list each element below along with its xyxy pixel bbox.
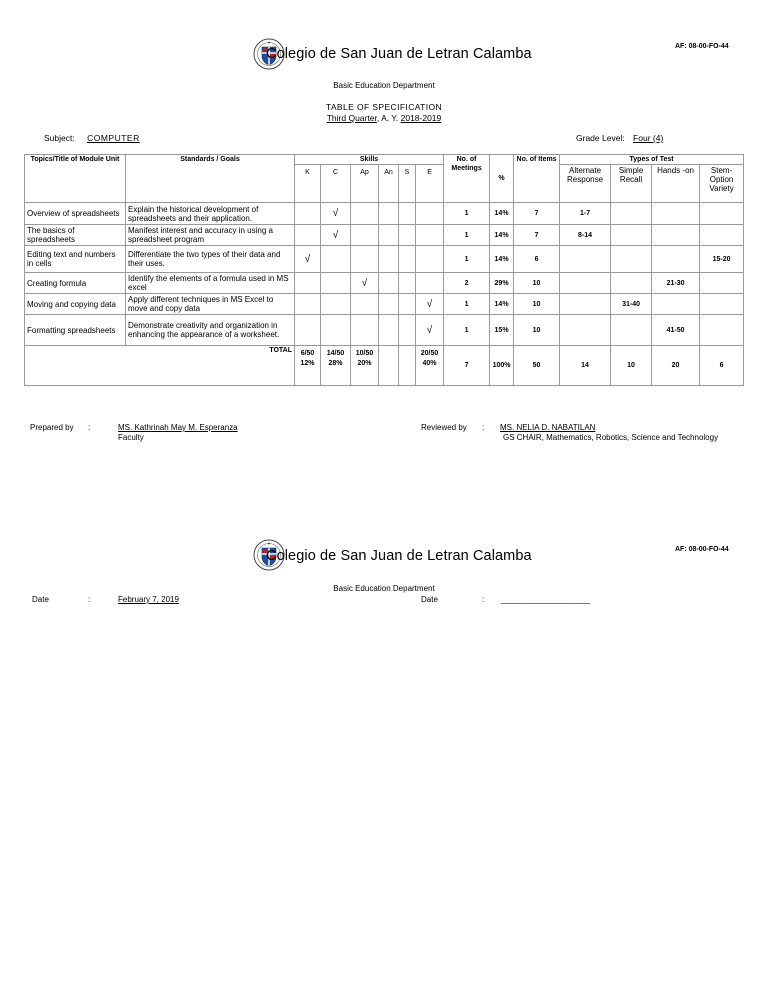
prepared-by-role: Faculty — [118, 433, 144, 442]
test-range-cell — [560, 273, 611, 294]
standard-cell: Apply different techniques in MS Excel to move and copy data — [126, 294, 295, 315]
test-range-cell — [611, 203, 652, 225]
skill-header-k: K — [295, 165, 321, 203]
date-label-2: Date — [421, 595, 438, 604]
items-cell: 7 — [514, 203, 560, 225]
skill-cell — [399, 273, 416, 294]
test-range-cell — [700, 294, 744, 315]
skill-cell — [351, 294, 379, 315]
skill-cell — [295, 203, 321, 225]
table-row — [25, 203, 744, 225]
total-type-count: 10 — [611, 346, 652, 386]
meetings-cell: 1 — [444, 225, 490, 246]
topic-cell: Overview of spreadsheets — [25, 203, 126, 225]
total-skill-percent: 28% — [328, 360, 343, 367]
percent-header: % — [490, 155, 514, 203]
total-skill-count: 14/50 — [326, 350, 345, 357]
table-row — [25, 294, 744, 315]
skill-cell — [379, 315, 399, 346]
standard-cell: Manifest interest and accuracy in using a spreadsheet program — [126, 225, 295, 246]
total-skill-cell — [321, 346, 351, 386]
items-cell: 10 — [514, 294, 560, 315]
topic-cell: Creating formula — [25, 273, 126, 294]
subject-label: Subject: — [44, 133, 75, 143]
form-code: AF: 08-00-FO-44 — [675, 43, 729, 50]
types-of-test-header: Types of Test — [560, 155, 744, 165]
skill-cell — [351, 225, 379, 246]
skill-cell — [399, 246, 416, 273]
subject-value: COMPUTER — [87, 133, 140, 143]
items-cell: 10 — [514, 315, 560, 346]
check-mark-icon: √ — [416, 315, 444, 346]
skill-cell — [295, 225, 321, 246]
skill-header-e: E — [416, 165, 444, 203]
items-cell: 7 — [514, 225, 560, 246]
skill-cell — [379, 273, 399, 294]
test-range-cell: 1-7 — [560, 203, 611, 225]
meetings-header: No. of Meetings — [444, 155, 490, 203]
skill-cell — [379, 203, 399, 225]
skill-cell — [379, 225, 399, 246]
test-range-cell — [652, 203, 700, 225]
skill-cell — [351, 246, 379, 273]
check-mark-icon: √ — [321, 203, 351, 225]
reviewed-by-role: GS CHAIR, Mathematics, Robotics, Science and Technology — [503, 433, 719, 442]
test-range-cell: 31-40 — [611, 294, 652, 315]
skill-cell — [321, 294, 351, 315]
table-row — [25, 225, 744, 246]
test-range-cell: 15-20 — [700, 246, 744, 273]
percent-cell: 14% — [490, 294, 514, 315]
skill-cell — [321, 315, 351, 346]
items-cell: 10 — [514, 273, 560, 294]
meetings-cell: 1 — [444, 294, 490, 315]
meetings-cell: 1 — [444, 203, 490, 225]
date-colon: : — [88, 595, 91, 604]
total-skill-count: 20/50 — [420, 350, 439, 357]
skill-header-an: An — [379, 165, 399, 203]
test-range-cell — [700, 203, 744, 225]
test-range-cell — [652, 294, 700, 315]
standard-cell: Identify the elements of a formula used in MS excel — [126, 273, 295, 294]
skill-header-s: S — [399, 165, 416, 203]
check-mark-icon: √ — [351, 273, 379, 294]
skill-cell — [295, 315, 321, 346]
percent-cell: 29% — [490, 273, 514, 294]
total-skill-percent: 12% — [300, 360, 315, 367]
quarter: Third Quarter — [326, 113, 377, 123]
date-value: February 7, 2019 — [118, 595, 179, 604]
reviewed-by-name: MS. NELIA D. NABATILAN — [500, 423, 596, 432]
test-type-header: Stem-Option Variety — [700, 165, 744, 203]
test-type-header: Hands -on — [652, 165, 700, 203]
check-mark-icon: √ — [416, 294, 444, 315]
reviewed-colon: : — [482, 423, 485, 432]
department-name: Basic Education Department — [333, 81, 435, 90]
grade-line — [576, 133, 663, 143]
prepared-by-label: Prepared by — [30, 423, 74, 432]
date-blank-line: ____________________ — [501, 595, 590, 604]
test-range-cell — [652, 225, 700, 246]
table-row — [25, 315, 744, 346]
skill-cell — [416, 225, 444, 246]
test-range-cell — [611, 315, 652, 346]
prepared-by-name: MS. Kathrinah May M. Esperanza — [118, 423, 238, 432]
test-range-cell — [652, 246, 700, 273]
test-range-cell — [700, 225, 744, 246]
skill-cell — [295, 294, 321, 315]
document-title: TABLE OF SPECIFICATION — [325, 102, 443, 112]
skill-cell — [321, 246, 351, 273]
skill-cell — [416, 203, 444, 225]
skill-cell — [399, 294, 416, 315]
test-range-cell — [700, 273, 744, 294]
skill-cell — [399, 225, 416, 246]
total-skill-percent: 20% — [357, 360, 372, 367]
total-type-count: 20 — [652, 346, 700, 386]
grade-label: Grade Level: — [576, 133, 625, 143]
test-range-cell: 8-14 — [560, 225, 611, 246]
test-range-cell — [560, 246, 611, 273]
percent-cell: 14% — [490, 246, 514, 273]
grade-value: Four (4) — [633, 133, 664, 143]
standards-header: Standards / Goals — [126, 155, 295, 203]
total-label: TOTAL — [25, 346, 295, 386]
total-skill-count: 10/50 — [355, 350, 374, 357]
test-range-cell: 21-30 — [652, 273, 700, 294]
percent-cell: 14% — [490, 225, 514, 246]
school-name-page2: Colegio de San Juan de Letran Calamba — [266, 548, 532, 564]
total-skill-cell — [416, 346, 444, 386]
date-colon-2: : — [482, 595, 485, 604]
skill-cell — [399, 315, 416, 346]
skill-cell — [379, 294, 399, 315]
test-range-cell — [700, 315, 744, 346]
total-skill-percent: 40% — [422, 360, 437, 367]
check-mark-icon: √ — [295, 246, 321, 273]
topic-cell: The basics of spreadsheets — [25, 225, 126, 246]
skill-header-c: C — [321, 165, 351, 203]
ay-label: , A. Y. — [376, 113, 401, 123]
total-skill-count: 6/50 — [300, 350, 315, 357]
test-range-cell — [611, 246, 652, 273]
items-header: No. of Items — [514, 155, 560, 203]
total-percent: 100% — [490, 346, 514, 386]
table-row — [25, 246, 744, 273]
skill-cell — [416, 246, 444, 273]
table-row — [25, 273, 744, 294]
percent-cell: 14% — [490, 203, 514, 225]
total-skill-cell — [351, 346, 379, 386]
topics-header: Topics/Title of Module Unit — [25, 155, 126, 203]
test-type-header: Alternate Response — [560, 165, 611, 203]
total-skill-cell — [295, 346, 321, 386]
standard-cell: Differentiate the two types of their data and their uses. — [126, 246, 295, 273]
test-range-cell — [611, 225, 652, 246]
prepared-colon: : — [88, 423, 91, 432]
skill-cell — [399, 203, 416, 225]
meetings-cell: 2 — [444, 273, 490, 294]
skill-cell — [321, 273, 351, 294]
skill-cell — [416, 273, 444, 294]
date-label: Date — [32, 595, 49, 604]
specification-table — [24, 154, 744, 386]
test-range-cell — [611, 273, 652, 294]
topic-cell: Moving and copying data — [25, 294, 126, 315]
department-name-page2: Basic Education Department — [333, 584, 435, 593]
total-skill-cell — [399, 346, 416, 386]
total-items: 50 — [514, 346, 560, 386]
skills-header: Skills — [295, 155, 444, 165]
header-row — [25, 155, 744, 165]
topic-cell: Formatting spreadsheets — [25, 315, 126, 346]
academic-year: 2018-2019 — [400, 113, 442, 123]
total-row — [25, 346, 744, 386]
total-type-count: 14 — [560, 346, 611, 386]
test-range-cell: 41-50 — [652, 315, 700, 346]
reviewed-by-label: Reviewed by — [421, 423, 467, 432]
percent-cell: 15% — [490, 315, 514, 346]
standard-cell: Explain the historical development of spreadsheets and their application. — [126, 203, 295, 225]
meetings-cell: 1 — [444, 246, 490, 273]
form-code-page2: AF: 08-00-FO-44 — [675, 546, 729, 553]
skill-cell — [295, 273, 321, 294]
test-type-header: Simple Recall — [611, 165, 652, 203]
skill-cell — [351, 315, 379, 346]
school-name: Colegio de San Juan de Letran Calamba — [266, 46, 532, 62]
test-range-cell — [560, 294, 611, 315]
skill-header-ap: Ap — [351, 165, 379, 203]
items-cell: 6 — [514, 246, 560, 273]
total-skill-cell — [379, 346, 399, 386]
table-body — [25, 155, 744, 386]
meetings-cell: 1 — [444, 315, 490, 346]
subject-line — [44, 133, 152, 143]
skill-cell — [379, 246, 399, 273]
standard-cell: Demonstrate creativity and organization in enhancing the appearance of a worksheet. — [126, 315, 295, 346]
skill-cell — [351, 203, 379, 225]
academic-period — [0, 113, 768, 123]
total-type-count: 6 — [700, 346, 744, 386]
total-meetings: 7 — [444, 346, 490, 386]
topic-cell: Editing text and numbers in cells — [25, 246, 126, 273]
test-range-cell — [560, 315, 611, 346]
check-mark-icon: √ — [321, 225, 351, 246]
